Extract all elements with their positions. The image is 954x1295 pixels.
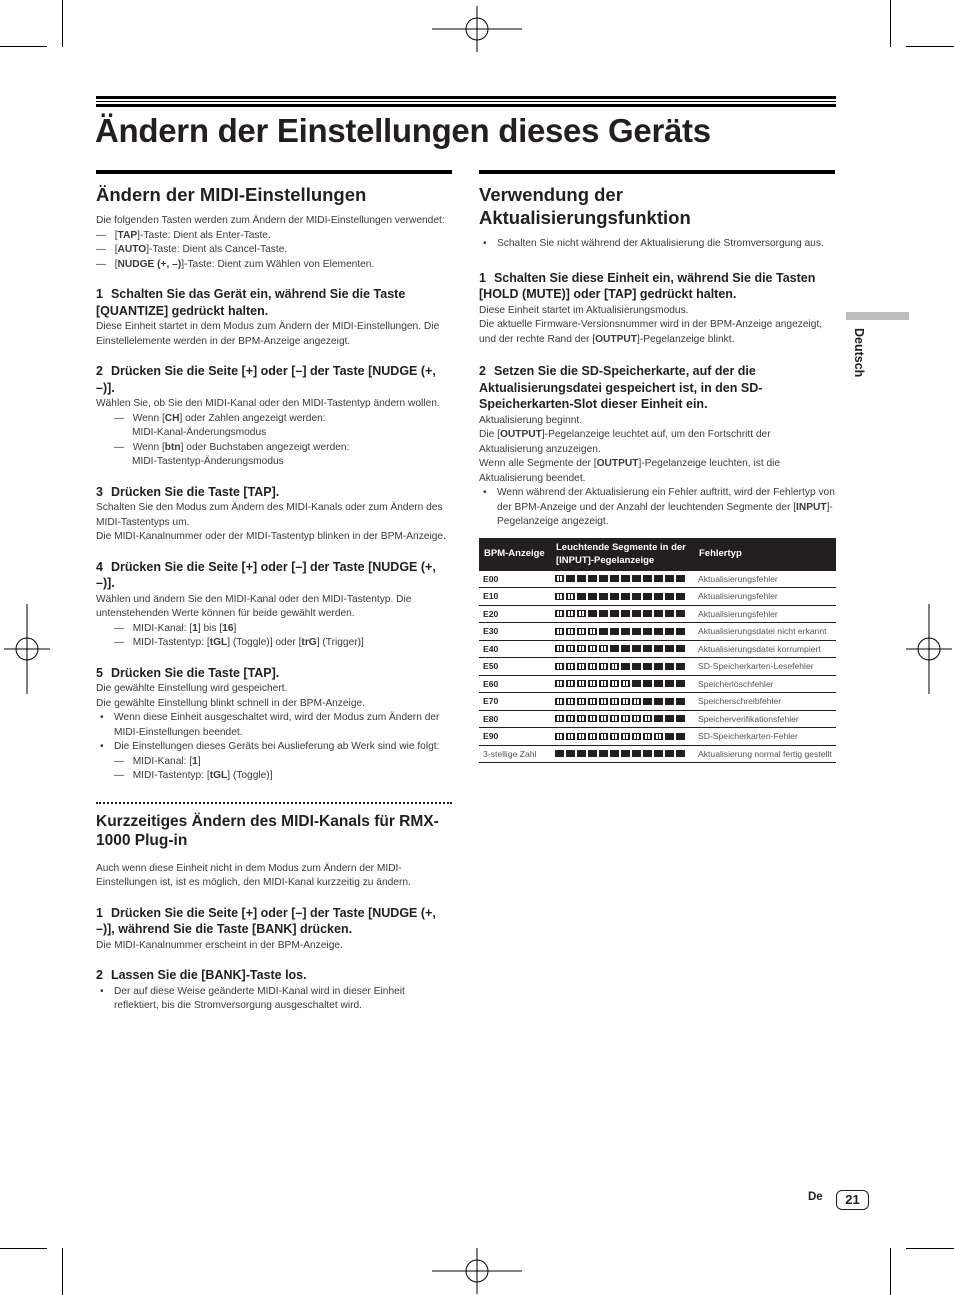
segment-indicator-cell — [551, 571, 694, 588]
bpm-code-cell: E00 — [479, 571, 551, 588]
error-type-cell: Speicherlöschfehler — [694, 675, 836, 693]
step-text: Die gewählte Einstellung blinkt schnell in der BPM-Anzeige. — [96, 697, 365, 709]
registration-mark-icon — [906, 604, 952, 694]
list-item: — [TAP]-Taste: Dient als Enter-Taste. — [96, 229, 271, 241]
level-segment — [665, 593, 674, 600]
level-segment — [665, 750, 674, 757]
crop-mark — [62, 0, 63, 47]
level-segment — [621, 645, 630, 652]
segment-indicator-cell — [551, 605, 694, 623]
level-segment — [654, 628, 663, 635]
level-segment — [632, 663, 641, 670]
level-segment — [610, 593, 619, 600]
level-segment — [632, 680, 641, 687]
bpm-code-cell: E60 — [479, 675, 551, 693]
step-heading: 2 Lassen Sie die [BANK]-Taste los. — [96, 968, 307, 982]
level-segment — [621, 593, 630, 600]
level-segment — [577, 628, 586, 635]
error-type-cell: SD-Speicherkarten-Lesefehler — [694, 658, 836, 676]
bullet-item: • Wenn diese Einheit ausgeschaltet wird, wird der Modus zum Ändern der MIDI-Einstellungen beendet. — [96, 711, 452, 740]
level-segment — [577, 575, 586, 582]
bpm-code-cell: 3-stellige Zahl — [479, 745, 551, 763]
level-segment — [676, 733, 685, 740]
registration-mark-icon — [4, 604, 50, 694]
level-segment — [676, 593, 685, 600]
level-segment — [555, 593, 564, 600]
bpm-code-cell: E80 — [479, 710, 551, 728]
level-segment — [654, 575, 663, 582]
step-text: Diese Einheit startet im Aktualisierungsmodus. — [479, 304, 689, 316]
level-segment — [676, 750, 685, 757]
level-segment — [588, 698, 597, 705]
level-segment — [643, 663, 652, 670]
level-segment — [577, 663, 586, 670]
footer-language: De — [808, 1191, 823, 1203]
list-item: — MIDI-Kanal: [1] — [114, 755, 201, 767]
level-segment — [610, 715, 619, 722]
bpm-code-cell: E10 — [479, 588, 551, 606]
list-item: — [AUTO]-Taste: Dient als Cancel-Taste. — [96, 244, 288, 255]
page-number: 21 — [836, 1190, 869, 1210]
level-segment — [599, 628, 608, 635]
level-segment — [665, 610, 674, 617]
level-segment — [632, 750, 641, 757]
step-heading: 1 Schalten Sie das Gerät ein, während Sie die Taste [QUANTIZE] gedrückt halten. — [96, 287, 406, 318]
level-segment — [566, 733, 575, 740]
level-segment — [665, 715, 674, 722]
segment-indicator-cell — [551, 588, 694, 606]
level-segment — [643, 698, 652, 705]
level-segment — [588, 575, 597, 582]
level-segment — [566, 628, 575, 635]
level-segment — [665, 733, 674, 740]
level-segment — [555, 645, 564, 652]
level-segment — [654, 593, 663, 600]
level-segment — [610, 733, 619, 740]
level-segment — [665, 645, 674, 652]
list-item: — Wenn [btn] oder Buchstaben angezeigt werden: — [114, 441, 350, 453]
language-tab-bar — [846, 312, 909, 320]
level-segment — [555, 610, 564, 617]
level-segment — [676, 680, 685, 687]
bpm-code-cell: E20 — [479, 605, 551, 623]
level-segment — [610, 645, 619, 652]
page-title: Ändern der Einstellungen dieses Geräts — [95, 112, 711, 149]
bullet-item: • Die Einstellungen dieses Geräts bei Auslieferung ab Werk sind wie folgt: — [96, 740, 452, 755]
level-segment — [654, 663, 663, 670]
list-item: — Wenn [CH] oder Zahlen angezeigt werden: — [114, 412, 326, 424]
level-segment — [621, 698, 630, 705]
level-segment — [599, 610, 608, 617]
crop-mark — [0, 46, 47, 47]
list-item: — MIDI-Tastentyp: [tGL] (Toggle)] oder [trG] (Trigger)] — [114, 637, 364, 648]
level-segment — [599, 680, 608, 687]
error-type-cell: Aktualisierungsdatei korrumpiert — [694, 640, 836, 658]
step-text: Die MIDI-Kanalnummer oder der MIDI-Tastentyp blinken in der BPM-Anzeige. — [96, 531, 446, 542]
level-segment — [654, 715, 663, 722]
level-segment — [665, 680, 674, 687]
crop-mark — [906, 46, 954, 47]
table-row — [479, 728, 836, 746]
level-segment — [566, 593, 575, 600]
table-row — [479, 693, 836, 711]
level-segment — [621, 610, 630, 617]
table-body — [479, 571, 836, 763]
level-segment — [588, 750, 597, 757]
error-type-cell: Speicherschreibfehler — [694, 693, 836, 711]
level-segment — [555, 663, 564, 670]
table-row — [479, 623, 836, 641]
level-segment — [599, 750, 608, 757]
intro-text: Auch wenn diese Einheit nicht in dem Modus zum Ändern der MIDI-Einstellungen ist, ist es möglich, den MIDI-Kanal kurzzeitig zu ändern. — [96, 862, 411, 888]
level-segment — [588, 663, 597, 670]
error-type-cell: Aktualisierung normal fertig gestellt — [694, 745, 836, 763]
table-row — [479, 571, 836, 588]
level-segment — [577, 610, 586, 617]
level-segment — [654, 610, 663, 617]
level-segment — [621, 575, 630, 582]
step-text: Wenn alle Segmente der [OUTPUT]-Pegelanzeige leuchten, ist die Aktualisierung beendet. — [479, 458, 781, 484]
level-segment — [610, 628, 619, 635]
level-segment — [599, 715, 608, 722]
level-segment — [621, 680, 630, 687]
level-segment — [643, 715, 652, 722]
bpm-code-cell: E90 — [479, 728, 551, 746]
level-segment — [621, 733, 630, 740]
level-segment — [588, 628, 597, 635]
level-segment — [643, 593, 652, 600]
level-segment — [599, 593, 608, 600]
level-segment — [654, 698, 663, 705]
level-segment — [632, 715, 641, 722]
list-subitem: MIDI-Tastentyp-Änderungsmodus — [132, 456, 284, 467]
level-segment — [665, 663, 674, 670]
error-type-cell: Aktualisierungsfehler — [694, 588, 836, 606]
error-type-cell: Aktualisierungsfehler — [694, 605, 836, 623]
level-segment — [566, 715, 575, 722]
level-segment — [676, 698, 685, 705]
level-segment — [632, 628, 641, 635]
list-item: — [NUDGE (+, –)]-Taste: Dient zum Wählen von Elementen. — [96, 258, 375, 270]
step-heading: 2 Drücken Sie die Seite [+] oder [–] der Taste [NUDGE (+, –)]. — [96, 364, 436, 395]
level-segment — [555, 680, 564, 687]
segment-indicator-cell — [551, 728, 694, 746]
step-heading: 4 Drücken Sie die Seite [+] oder [–] der Taste [NUDGE (+, –)]. — [96, 559, 436, 590]
table-row — [479, 605, 836, 623]
bpm-code-cell: E70 — [479, 693, 551, 711]
level-segment — [555, 715, 564, 722]
dotted-divider — [96, 802, 452, 804]
crop-mark — [62, 1248, 63, 1295]
step-text: Wählen Sie, ob Sie den MIDI-Kanal oder den MIDI-Tastentyp ändern wollen. — [96, 398, 440, 409]
level-segment — [632, 698, 641, 705]
level-segment — [599, 733, 608, 740]
level-segment — [643, 750, 652, 757]
level-segment — [566, 575, 575, 582]
level-segment — [676, 610, 685, 617]
level-segment — [588, 680, 597, 687]
level-segment — [599, 663, 608, 670]
bullet-item: • Der auf diese Weise geänderte MIDI-Kanal wird in dieser Einheit reflektiert, bis die Stromversorgung ausgeschaltet wird. — [96, 985, 452, 1014]
level-segment — [676, 628, 685, 635]
level-segment — [555, 750, 564, 757]
level-segment — [654, 680, 663, 687]
column-header: Leuchtende Segmente in der [INPUT]-Pegelanzeige — [551, 538, 694, 571]
step-heading: 1 Drücken Sie die Seite [+] oder [–] der Taste [NUDGE (+, –)], während Sie die Taste [BANK] drücken. — [96, 905, 436, 936]
level-segment — [665, 575, 674, 582]
level-segment — [621, 663, 630, 670]
step-text: Die aktuelle Firmware-Versionsnummer wird in der BPM-Anzeige angezeigt, und der rechte Rand der [OUTPUT]-Pegelanzeige blinkt. — [479, 319, 823, 345]
segment-indicator-cell — [551, 745, 694, 763]
segment-indicator-cell — [551, 675, 694, 693]
step-heading: 2 Setzen Sie die SD-Speicherkarte, auf der die Aktualisierungsdatei gespeichert ist, in den SD-Speicherkarten-Slot dieser Einheit ein. — [479, 364, 763, 411]
segment-indicator-cell — [551, 623, 694, 641]
level-segment — [566, 698, 575, 705]
level-segment — [566, 663, 575, 670]
section-heading-update: Verwendung der Aktualisierungsfunktion — [479, 184, 691, 228]
table-row — [479, 588, 836, 606]
level-segment — [588, 593, 597, 600]
level-segment — [577, 733, 586, 740]
level-segment — [577, 680, 586, 687]
level-segment — [643, 680, 652, 687]
level-segment — [632, 575, 641, 582]
registration-mark-icon — [432, 1248, 522, 1294]
level-segment — [621, 715, 630, 722]
level-segment — [555, 733, 564, 740]
level-segment — [566, 680, 575, 687]
table-row — [479, 745, 836, 763]
level-segment — [654, 645, 663, 652]
intro-text: Die folgenden Tasten werden zum Ändern der MIDI-Einstellungen verwendet: — [96, 215, 445, 226]
level-segment — [588, 715, 597, 722]
level-segment — [621, 750, 630, 757]
level-segment — [632, 645, 641, 652]
level-segment — [610, 663, 619, 670]
level-segment — [599, 698, 608, 705]
section-rule — [96, 170, 452, 174]
error-type-cell: Aktualisierungsfehler — [694, 571, 836, 588]
level-segment — [676, 663, 685, 670]
level-segment — [566, 750, 575, 757]
right-column — [479, 170, 835, 763]
level-segment — [577, 698, 586, 705]
level-segment — [610, 698, 619, 705]
level-segment — [676, 645, 685, 652]
level-segment — [665, 698, 674, 705]
level-segment — [577, 593, 586, 600]
crop-mark — [890, 1248, 891, 1295]
crop-mark — [890, 0, 891, 47]
level-segment — [676, 575, 685, 582]
level-segment — [555, 628, 564, 635]
column-header: Fehlertyp — [694, 538, 836, 571]
level-segment — [610, 750, 619, 757]
level-segment — [654, 733, 663, 740]
segment-indicator-cell — [551, 658, 694, 676]
level-segment — [621, 628, 630, 635]
level-segment — [588, 610, 597, 617]
level-segment — [599, 645, 608, 652]
level-segment — [665, 628, 674, 635]
step-text: Die MIDI-Kanalnummer erscheint in der BPM-Anzeige. — [96, 939, 343, 951]
segment-indicator-cell — [551, 693, 694, 711]
table-row — [479, 710, 836, 728]
level-segment — [632, 610, 641, 617]
list-item: — MIDI-Kanal: [1] bis [16] — [114, 622, 237, 634]
table-row — [479, 675, 836, 693]
level-segment — [577, 750, 586, 757]
level-segment — [643, 733, 652, 740]
title-rule — [96, 96, 836, 107]
step-text: Die gewählte Einstellung wird gespeichert. — [96, 683, 288, 694]
table-row — [479, 658, 836, 676]
error-type-cell: Aktualisierungsdatei nicht erkannt — [694, 623, 836, 641]
bpm-code-cell: E40 — [479, 640, 551, 658]
level-segment — [566, 610, 575, 617]
level-segment — [632, 733, 641, 740]
level-segment — [610, 680, 619, 687]
level-segment — [588, 733, 597, 740]
subsection-heading: Kurzzeitiges Ändern des MIDI-Kanals für RMX-1000 Plug-in — [96, 812, 439, 849]
level-segment — [676, 715, 685, 722]
segment-indicator-cell — [551, 710, 694, 728]
registration-mark-icon — [432, 6, 522, 52]
level-segment — [588, 645, 597, 652]
list-subitem: MIDI-Kanal-Änderungsmodus — [132, 427, 267, 438]
step-heading: 1 Schalten Sie diese Einheit ein, während Sie die Tasten [HOLD (MUTE)] oder [TAP] gedrückt halten. — [479, 270, 816, 301]
section-rule — [479, 170, 835, 174]
bullet-item: • Wenn während der Aktualisierung ein Fehler auftritt, wird der Fehlertyp von der BPM-Anzeige und der Anzahl der leuchtenden Segmente der [INPUT]-Pegelanzeige angezeigt. — [479, 486, 835, 530]
level-segment — [566, 645, 575, 652]
level-segment — [599, 575, 608, 582]
crop-mark — [0, 1248, 47, 1249]
table-header-row — [479, 538, 836, 571]
step-heading: 3 Drücken Sie die Taste [TAP]. — [96, 484, 280, 499]
error-type-cell: Speicherverifikationsfehler — [694, 710, 836, 728]
segment-indicator-cell — [551, 640, 694, 658]
level-segment — [643, 645, 652, 652]
crop-mark — [906, 1248, 954, 1249]
level-segment — [643, 610, 652, 617]
column-header: BPM-Anzeige — [479, 538, 551, 571]
language-tab-label: Deutsch — [852, 328, 866, 378]
level-segment — [577, 645, 586, 652]
level-segment — [643, 575, 652, 582]
error-type-cell: SD-Speicherkarten-Fehler — [694, 728, 836, 746]
level-segment — [632, 593, 641, 600]
section-heading-midi: Ändern der MIDI-Einstellungen — [96, 184, 367, 205]
step-text: Die [OUTPUT]-Pegelanzeige leuchtet auf, um den Fortschritt der Aktualisierung anzuzeigen. — [479, 429, 771, 455]
level-segment — [654, 750, 663, 757]
level-segment — [643, 628, 652, 635]
level-segment — [577, 715, 586, 722]
list-item: — MIDI-Tastentyp: [tGL] (Toggle)] — [114, 770, 273, 781]
table-row — [479, 640, 836, 658]
step-heading: 5 Drücken Sie die Taste [TAP]. — [96, 665, 280, 680]
bpm-code-cell: E30 — [479, 623, 551, 641]
bpm-code-cell: E50 — [479, 658, 551, 676]
step-text: Schalten Sie den Modus zum Ändern des MIDI-Kanals oder zum Ändern des MIDI-Tastentyps um. — [96, 502, 443, 528]
bullet-item: • Schalten Sie nicht während der Aktualisierung die Stromversorgung aus. — [479, 237, 835, 252]
level-segment — [610, 575, 619, 582]
level-segment — [610, 610, 619, 617]
level-segment — [555, 575, 564, 582]
level-segment — [555, 698, 564, 705]
left-column — [96, 170, 452, 1014]
step-text: Diese Einheit startet in dem Modus zum Ändern der MIDI-Einstellungen. Die Einstellelemente werden in der BPM-Anzeige angezeigt. — [96, 321, 440, 347]
step-text: Wählen und ändern Sie den MIDI-Kanal oder den MIDI-Tastentyp. Die untenstehenden Werte können für beide gewählt werden. — [96, 593, 412, 619]
error-table — [479, 538, 836, 764]
step-text: Aktualisierung beginnt. — [479, 414, 583, 426]
